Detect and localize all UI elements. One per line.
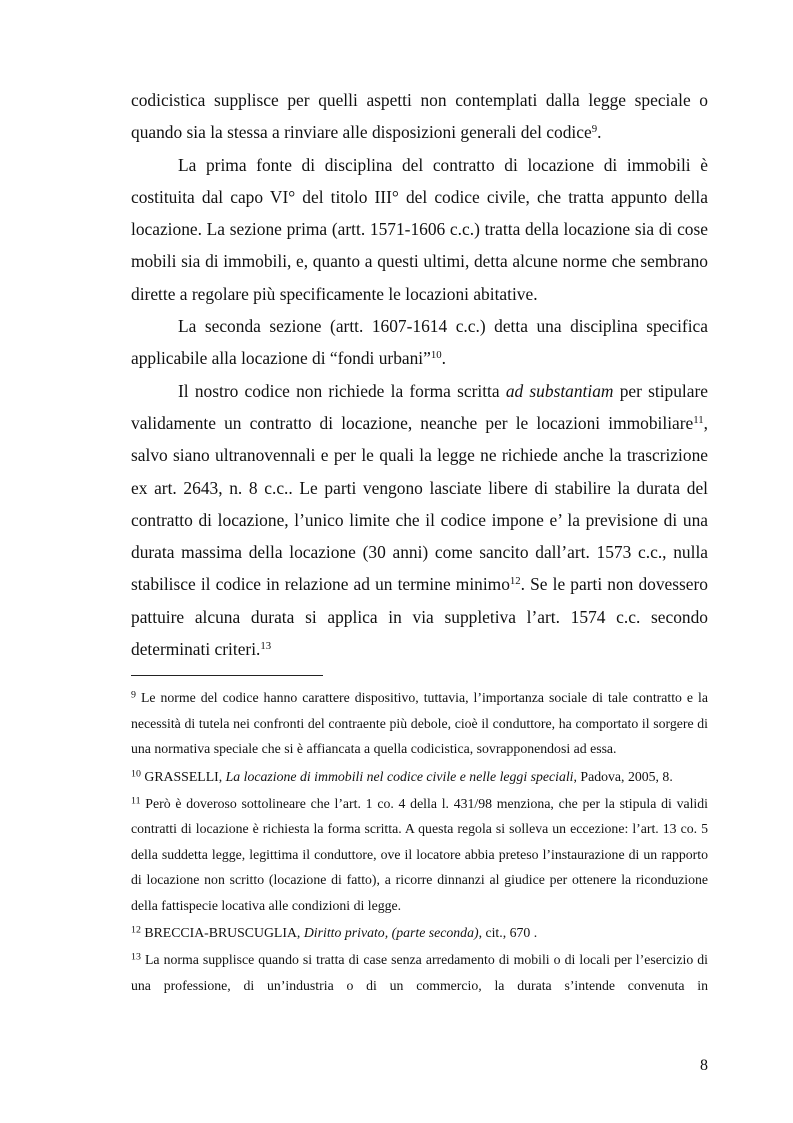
footnote-ref-11[interactable]: 11 <box>693 414 704 427</box>
paragraph-4: Il nostro codice non richiede la forma scritta ad substantiam per stipulare validamente un contratto di locazione, neanche per le locazioni immobiliare$^{11}$, salvo siano ultranovennali e per le quali la legge ne richiede anche la trascrizione ex art. 2643, n. 8 c.c.. Le parti vengono lasciate libere di stabilire la durata del contratto di locazione, l’unico limite che il codice impone e’ la previsione di una durata massima della locazione (30 anni) come sancito dall’art. 1573 c.c., nulla stabilisce il codice in relazione ad un termine minimo$^{12}$. Se le parti non dovessero pattuire alcuna durata si applica in via suppletiva l’art. 1574 c.c. secondo determinati criteri.$^{13}$ <box>131 380 709 660</box>
footnote-10: $^{10}$ GRASSELLI, La locazione di immobili nel codice civile e nelle leggi speciali, Padova, 2005, 8. <box>131 768 673 784</box>
page-content <box>131 84 708 1000</box>
paragraph-text: codicistica supplisce per quelli aspetti non contemplati dalla legge speciale o quando sia la stessa a rinviare alle disposizioni generali del codice <box>131 90 708 143</box>
paragraph-2: La prima fonte di disciplina del contratto di locazione di immobili è costituita dal capo VI° del titolo III° del codice civile, che tratta appunto della locazione. La sezione prima (artt. 1571-1606 c.c.) tratta della locazione sia di cose mobili sia di immobili, e, quanto a questi ultimi, detta alcune norme che sembrano dirette a regolare più specificamente le locazioni abitative. <box>131 154 708 304</box>
body-text <box>131 84 708 665</box>
footnote-ref-13[interactable]: 13 <box>260 640 272 653</box>
paragraph-text: La seconda sezione (artt. 1607-1614 c.c.) detta una disciplina specifica applicabile alla locazione di “fondi urbani” <box>131 316 708 369</box>
page-number: 8 <box>700 1057 708 1074</box>
footnote-12: $^{12}$ BRECCIA-BRUSCUGLIA, Diritto privato, (parte seconda), cit., 670 . <box>131 924 538 940</box>
paragraph-1: codicistica supplisce per quelli aspetti non contemplati dalla legge speciale o quando sia la stessa a rinviare alle disposizioni generali del codice$^9$. <box>131 90 708 143</box>
footnote-9: $^9$ Le norme del codice hanno carattere dispositivo, tuttavia, l’importanza sociale di tale contratto e la necessità di tutela nei confronti del contraente più debole, cioè il conduttore, ha comportato il sorgere di una normativa speciale che si è affiancata a quella codicistica, sovrapponendosi ad essa. <box>131 689 708 757</box>
footnote-ref-10[interactable]: 10 <box>430 349 442 362</box>
footnote-ref-12[interactable]: 12 <box>509 575 521 588</box>
footnotes <box>131 685 708 998</box>
footnote-13: $^{13}$ La norma supplisce quando si tratta di case senza arredamento di mobili o di locali per l’esercizio di una professione, di un’industria o di un commercio, la durata s’intende convenuta in <box>131 951 708 993</box>
paragraph-3: La seconda sezione (artt. 1607-1614 c.c.) detta una disciplina specifica applicabile alla locazione di “fondi urbani”$^{10}$. <box>131 316 708 369</box>
latin-phrase: ad substantiam <box>505 380 614 401</box>
footnote-11: $^{11}$ Però è doveroso sottolineare che l’art. 1 co. 4 della l. 431/98 menziona, che per la stipula di validi contratti di locazione è richiesta la forma scritta. A questa regola si solleva un eccezione: l’art. 13 co. 5 della suddetta legge, legittima il conduttore, ove il locatore abbia preteso l’instaurazione di un rapporto di locazione non scritto (locazione di fatto), a ricorre dinnanzi al giudice per ottenere la riconduzione della fattispecie locativa alle condizioni di legge. <box>131 795 708 913</box>
footnote-separator <box>131 675 323 676</box>
footnote-ref-9[interactable]: 9 <box>591 123 598 136</box>
